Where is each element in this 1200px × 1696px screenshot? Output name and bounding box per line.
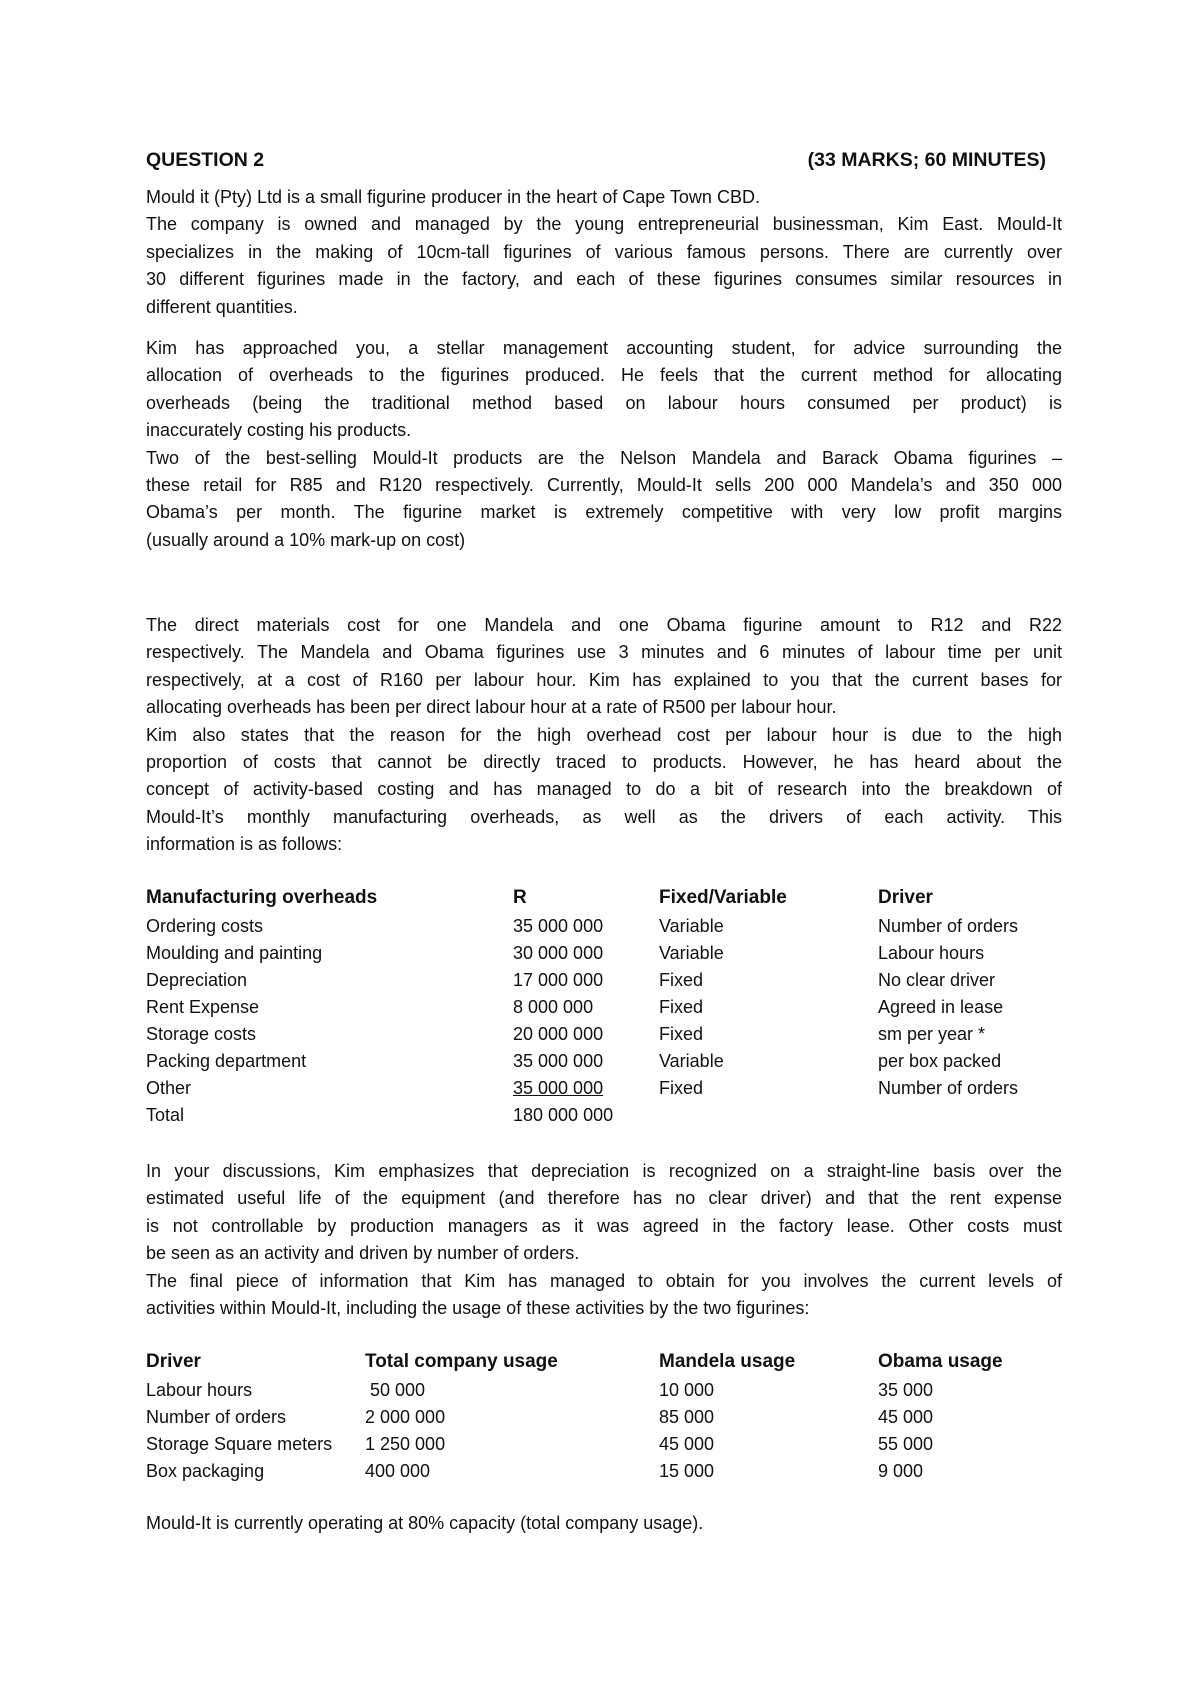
table-cell: Ordering costs [146, 916, 264, 936]
table-cell: Moulding and painting [146, 943, 323, 963]
table-row [146, 940, 1062, 967]
table-cell: 45 000 [878, 1407, 934, 1427]
table-cell: Packing department [146, 1051, 307, 1071]
column-header: Total company usage [365, 1351, 558, 1372]
table-cell: 8 000 000 [513, 997, 594, 1017]
materials-line: allocating overheads has been per direct labour hour at a rate of R500 per labour hour. [146, 697, 837, 718]
table-cell: 85 000 [659, 1407, 715, 1427]
capacity-note [146, 1510, 1062, 1537]
kim-line: overheads (being the traditional method based on labour hours consumed per product) is [146, 392, 1062, 413]
table-cell: 15 000 [659, 1461, 715, 1481]
discussion-paragraph [146, 1158, 1062, 1322]
intro-line: specializes in the making of 10cm-tall figurines of various famous persons. There are currently over [146, 241, 1062, 262]
discussion-line: be seen as an activity and driven by number of orders. [146, 1243, 580, 1264]
table-cell: 400 000 [365, 1461, 431, 1481]
column-header: Manufacturing overheads [146, 887, 378, 908]
column-header: Driver [146, 1351, 201, 1372]
question-title: QUESTION 2 [146, 149, 265, 171]
discussion-line: estimated useful life of the equipment (and therefore has no clear driver) and that the rent expense [146, 1188, 1062, 1209]
table-cell: 10 000 [659, 1380, 715, 1400]
table-row [146, 913, 1062, 940]
table-row [146, 1377, 1062, 1404]
capacity-line: Mould-It is currently operating at 80% capacity (total company usage). [146, 1513, 704, 1533]
table-cell: Rent Expense [146, 997, 260, 1017]
column-header: Driver [878, 887, 933, 908]
table-cell: 20 000 000 [513, 1024, 604, 1044]
column-header: Fixed/Variable [659, 887, 787, 908]
overheads-table [146, 883, 1062, 1129]
table-row [146, 1458, 1062, 1485]
products-line: (usually around a 10% mark-up on cost) [146, 529, 466, 550]
total-label: Total [146, 1105, 185, 1125]
table-cell: Variable [659, 916, 724, 936]
table-cell: Number of orders [146, 1407, 287, 1427]
table-cell: 30 000 000 [513, 943, 604, 963]
usage-table [146, 1347, 1062, 1485]
table-cell: 17 000 000 [513, 970, 604, 990]
intro-line: 30 different figurines made in the factory, and each of these figurines consumes similar resources in [146, 269, 1062, 290]
table-cell: Fixed [659, 997, 704, 1017]
table-cell: Variable [659, 1051, 724, 1071]
overhead-reason-line: Mould-It’s monthly manufacturing overheads, as well as the drivers of each activity. This [146, 806, 1062, 827]
table-cell: 50 000 [365, 1380, 426, 1400]
intro-line: different quantities. [146, 296, 298, 317]
products-line: these retail for R85 and R120 respectively. Currently, Mould-It sells 200 000 Mandela’s and 350 000 [146, 475, 1062, 496]
table-cell: Fixed [659, 1024, 704, 1044]
table-cell: per box packed [878, 1051, 1002, 1071]
usage-header-row [146, 1347, 1062, 1377]
table-cell: Depreciation [146, 970, 248, 990]
table-cell [513, 1075, 659, 1102]
materials-paragraph [146, 612, 1062, 859]
intro-line: Mould it (Pty) Ltd is a small figurine producer in the heart of Cape Town CBD. [146, 187, 760, 207]
table-cell: Fixed [659, 970, 704, 990]
table-cell: Fixed [659, 1078, 704, 1098]
intro-section [146, 184, 1062, 321]
intro-line: The company is owned and managed by the young entrepreneurial businessman, Kim East. Mould-It [146, 214, 1062, 235]
materials-line: respectively, at a cost of R160 per labour hour. Kim has explained to you that the current bases for [146, 669, 1062, 690]
table-row [146, 1431, 1062, 1458]
table-cell: Storage costs [146, 1024, 257, 1044]
table-row [146, 1075, 1062, 1102]
final-info-line: The final piece of information that Kim has managed to obtain for you involves the current levels of [146, 1270, 1062, 1291]
final-info-line: activities within Mould-It, including the usage of these activities by the two figurines: [146, 1298, 810, 1319]
table-row [146, 994, 1062, 1021]
subtotal-underlined-value: 35 000 000 [513, 1078, 604, 1098]
discussion-line: In your discussions, Kim emphasizes that depreciation is recognized on a straight-line basis over the [146, 1161, 1062, 1181]
table-cell: 9 000 [878, 1461, 924, 1481]
table-cell: Labour hours [878, 943, 985, 963]
kim-paragraph [146, 335, 1062, 554]
products-line: Obama’s per month. The figurine market is extremely competitive with very low profit margins [146, 502, 1062, 523]
table-cell: 35 000 000 [513, 916, 604, 936]
table-cell: 55 000 [878, 1434, 934, 1454]
table-cell: Box packaging [146, 1461, 265, 1481]
discussion-line: is not controllable by production managers as it was agreed in the factory lease. Other costs must [146, 1215, 1062, 1236]
materials-line: The direct materials cost for one Mandela and one Obama figurine amount to R12 and R22 [146, 615, 1062, 635]
overhead-reason-line: proportion of costs that cannot be directly traced to products. However, he has heard about the [146, 752, 1062, 773]
overheads-header-row [146, 883, 1062, 913]
table-cell: Variable [659, 943, 724, 963]
overhead-reason-line: Kim also states that the reason for the high overhead cost per labour hour is due to the high [146, 724, 1062, 745]
total-row [146, 1102, 1062, 1129]
table-cell: Number of orders [878, 1078, 1019, 1098]
table-cell: No clear driver [878, 970, 996, 990]
column-header: R [513, 887, 527, 908]
table-cell: Other [146, 1078, 192, 1098]
kim-line: Kim has approached you, a stellar management accounting student, for advice surrounding the [146, 338, 1062, 358]
table-cell: Agreed in lease [878, 997, 1004, 1017]
table-row [146, 1404, 1062, 1431]
question-header [146, 146, 1046, 174]
table-cell: Storage Square meters [146, 1434, 333, 1454]
table-row [146, 967, 1062, 994]
total-value: 180 000 000 [513, 1105, 614, 1125]
question-marks: (33 MARKS; 60 MINUTES) [807, 149, 1046, 171]
materials-line: respectively. The Mandela and Obama figurines use 3 minutes and 6 minutes of labour time per unit [146, 642, 1062, 663]
table-cell: Number of orders [878, 916, 1019, 936]
column-header: Obama usage [878, 1351, 1003, 1372]
kim-line: inaccurately costing his products. [146, 420, 412, 441]
table-cell: 35 000 000 [513, 1051, 604, 1071]
overhead-reason-line: information is as follows: [146, 834, 343, 855]
kim-line: allocation of overheads to the figurines produced. He feels that the current method for allocating [146, 365, 1062, 386]
column-header: Mandela usage [659, 1351, 796, 1372]
table-cell: Labour hours [146, 1380, 253, 1400]
table-cell: 1 250 000 [365, 1434, 446, 1454]
overhead-reason-line: concept of activity-based costing and has managed to do a bit of research into the breakdown of [146, 779, 1062, 800]
table-cell: sm per year * [878, 1024, 986, 1044]
table-cell: 45 000 [659, 1434, 715, 1454]
table-cell: 2 000 000 [365, 1407, 446, 1427]
products-line: Two of the best-selling Mould-It products are the Nelson Mandela and Barack Obama figurines – [146, 447, 1062, 468]
table-cell: 35 000 [878, 1380, 934, 1400]
table-row [146, 1048, 1062, 1075]
table-row [146, 1021, 1062, 1048]
